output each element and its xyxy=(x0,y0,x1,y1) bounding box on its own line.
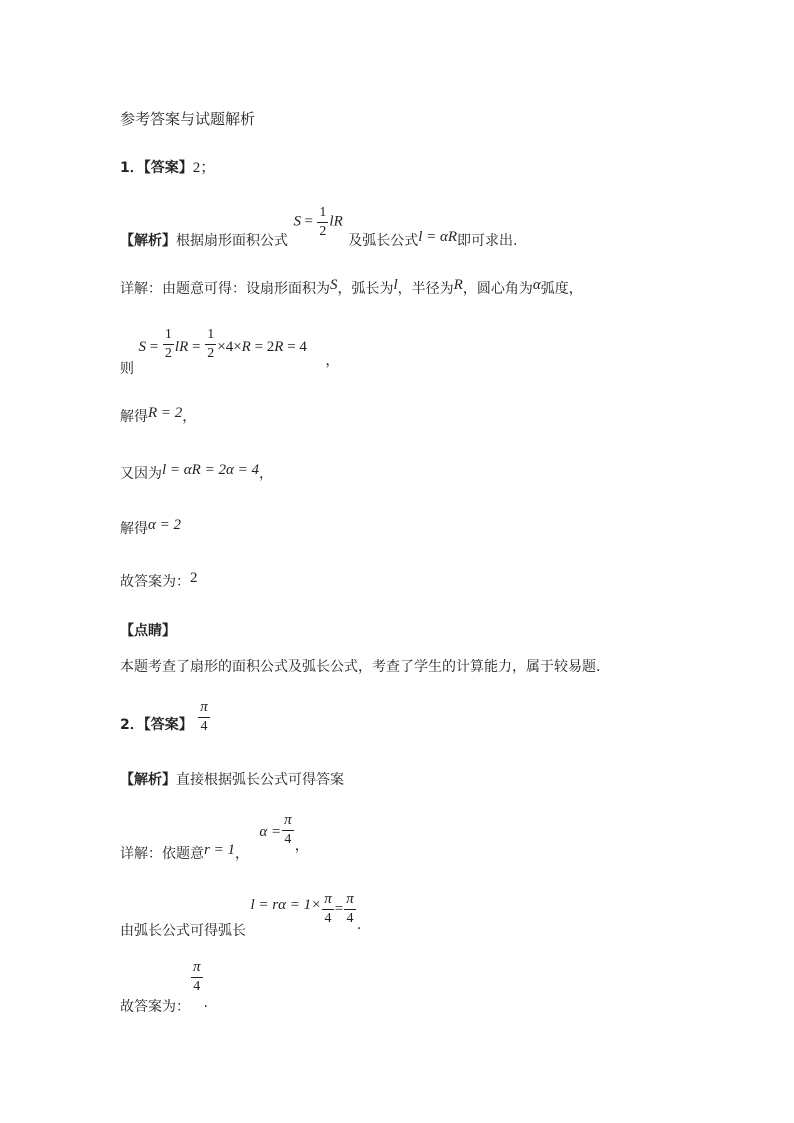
q1-analysis-label: 【解析】 xyxy=(120,232,176,249)
q1-var-alpha: α xyxy=(532,277,541,293)
q2-result-den: 4 xyxy=(191,977,203,994)
q2-result-end: . xyxy=(203,995,208,1011)
q2-r-formula: r = 1 xyxy=(204,842,235,858)
q1-analysis-text-b: 及弧长公式 xyxy=(348,232,419,249)
q2-result-num: π xyxy=(193,959,201,975)
q1-then-end: ， xyxy=(325,352,340,369)
q1-solve2-label: 解得 xyxy=(120,521,148,537)
q2-detail-mid: ， xyxy=(234,846,249,862)
q1-solve2-formula: α = 2 xyxy=(148,517,181,533)
q2-answer-fraction xyxy=(198,700,210,734)
q2-result-fraction xyxy=(191,960,203,994)
q1-detail-prefix: 详解：由题意可得：设扇形面积为 xyxy=(120,281,330,297)
q1-arc-formula: l = αR xyxy=(418,228,458,245)
q2-detail-prefix: 详解：依题意 xyxy=(120,846,204,862)
q1-solve-r xyxy=(120,406,196,426)
q1-analysis-text-a: 根据扇形面积公式 xyxy=(176,232,288,249)
q2-alpha-den: 4 xyxy=(282,830,294,847)
q2-answer-label: 2．【答案】 xyxy=(120,717,193,733)
q2-arc-label: 由弧长公式可得弧长 xyxy=(120,923,246,939)
page-title: 参考答案与试题解析 xyxy=(120,110,256,128)
q2-answer-den: 4 xyxy=(198,717,210,734)
q1-var-l: l xyxy=(393,277,398,293)
q1-solve1-label: 解得 xyxy=(120,409,148,425)
q1-because xyxy=(120,463,273,483)
q2-detail-end: ， xyxy=(294,838,309,854)
q2-answer xyxy=(120,699,211,736)
q1-then xyxy=(120,327,340,377)
q2-result-label: 故答案为： xyxy=(120,999,190,1015)
q1-because-end: ， xyxy=(258,466,273,482)
q1-detail-d: ，圆心角为 xyxy=(462,281,533,297)
q1-var-r: R xyxy=(453,277,463,293)
q1-because-label: 又因为 xyxy=(120,466,162,482)
q2-analysis xyxy=(120,769,344,789)
q2-arc-frac1-num: π xyxy=(324,891,332,907)
q2-arc-frac1-den: 4 xyxy=(322,909,334,926)
q2-alpha-formula: α = xyxy=(259,824,282,840)
q1-sector-area-formula: S = $\frac{1}{2}$ lR xyxy=(293,205,343,239)
q2-arc: 由弧长公式可得弧长 l = rα = 1× $\frac{\pi}{4}$ = $\frac{\pi}{4}$ . xyxy=(120,891,362,939)
q1-detail-b: ，弧长为 xyxy=(337,281,394,297)
q1-comment-label: 【点睛】 xyxy=(120,623,176,639)
q2-arc-frac2-den: 4 xyxy=(344,909,356,926)
q1-analysis xyxy=(120,205,518,249)
q1-comment-text: 本题考查了扇形的面积公式及弧长公式，考查了学生的计算能力，属于较易题. xyxy=(120,659,601,675)
q1-then-formula: S = $\frac{1}{2}$ lR = $\frac{1}{2}$ ×4×R = 2R = 4 xyxy=(138,327,307,361)
q1-answer-label: 1．【答案】 xyxy=(120,160,193,176)
q1-detail xyxy=(120,278,583,298)
q2-alpha-fraction xyxy=(282,813,294,847)
q1-var-s: S xyxy=(330,277,338,293)
q1-then-label: 则 xyxy=(120,360,134,377)
q2-arc-formula: l = rα = 1× xyxy=(250,897,322,913)
q1-solve1-end: ， xyxy=(182,409,197,425)
q2-arc-frac-2 xyxy=(344,892,356,926)
q1-analysis-text-c: 即可求出. xyxy=(457,232,518,249)
q1-solve1-formula: R = 2 xyxy=(148,405,183,421)
q2-analysis-text: 直接根据弧长公式可得答案 xyxy=(176,772,344,788)
q1-detail-e: 弧度， xyxy=(540,281,583,297)
q2-arc-frac2-num: π xyxy=(346,891,354,907)
q1-result xyxy=(120,571,198,591)
q1-detail-c: ，半径为 xyxy=(397,281,454,297)
q1-because-formula: l = αR = 2α = 4 xyxy=(162,462,259,478)
q2-analysis-label: 【解析】 xyxy=(120,772,176,788)
q2-arc-frac-1 xyxy=(322,892,334,926)
q2-detail xyxy=(120,812,309,862)
q1-result-value: 2 xyxy=(190,570,198,586)
q1-solve-alpha xyxy=(120,518,181,538)
q2-alpha-num: π xyxy=(284,812,292,828)
q1-answer xyxy=(120,156,215,177)
q1-result-label: 故答案为： xyxy=(120,574,190,590)
q2-answer-num: π xyxy=(200,699,208,715)
q1-answer-value: 2； xyxy=(192,160,216,176)
q2-result xyxy=(120,959,208,1015)
q2-arc-end: . xyxy=(356,917,362,933)
